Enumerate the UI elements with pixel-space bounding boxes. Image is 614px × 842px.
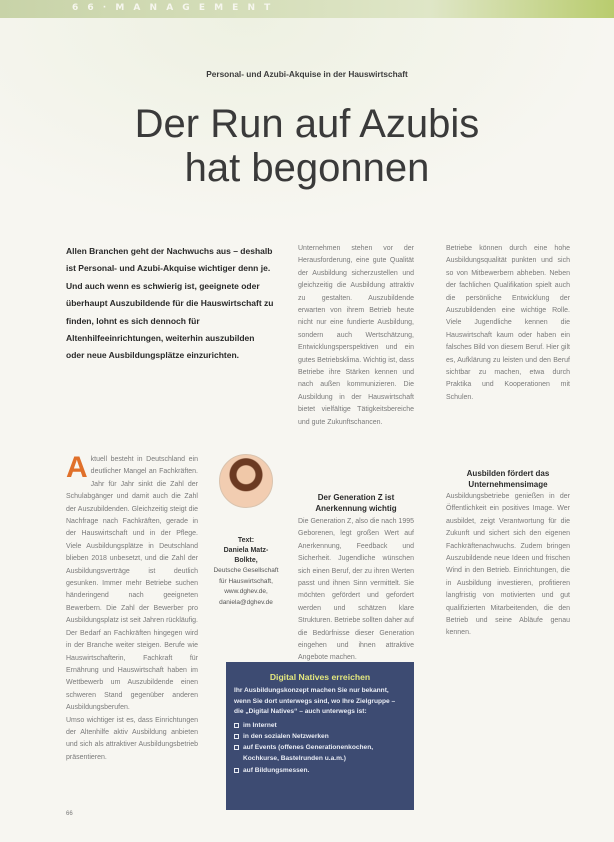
article-lead bbox=[66, 243, 274, 365]
article-headline bbox=[0, 102, 614, 190]
body-text-3: Betriebe können durch eine hohe Ausbildungsqualität punkten und sich so von Mitbewerbern abheben. Neben der fachlichen Qualifikation spielt auch die persönliche Entwicklung der Auszubildenden eine wichtige Rolle. Viele Jugendliche kennen die Hauswirtschaft kaum oder haben ein falsches Bild von diesem Beruf. Hier gilt es, Aufklärung zu leisten und den Beruf sichtbar zu machen, etwa durch Praktika und Kooperationen mit Schulen. bbox=[446, 245, 570, 401]
info-box-digital-natives bbox=[226, 662, 414, 810]
body-column-3b bbox=[446, 491, 570, 640]
info-box-title: Digital Natives erreichen bbox=[269, 672, 371, 682]
author-email[interactable]: daniela@dghev.de bbox=[219, 598, 273, 606]
body-column-2b bbox=[298, 516, 414, 665]
body-column-2 bbox=[298, 243, 414, 429]
body-text-3b: Ausbildungsbetriebe genießen in der Öffentlichkeit ein positives Image. Wer ausbildet, zeigt Verantwortung für die Zukunft und sichert sich den eigenen Fachkräftenachwuchs. Zudem bringen Auszubildende neue Ideen und frischen Wind in den Betrieb. Einrichtungen, die in Ausbildung investieren, profitieren langfristig von motivierten und gut qualifizierten Mitarbeitenden, die den Betrieb und seine Abläufe genau kennen. bbox=[446, 493, 570, 637]
headline-line-2: hat begonnen bbox=[184, 146, 430, 190]
subheading-generation-z: Der Generation Z ist Anerkennung wichtig bbox=[315, 493, 397, 513]
body-text-2: Unternehmen stehen vor der Herausforderung, eine gute Qualität der Ausbildung sicherzustellen und gleichzeitig die Ausbildung attraktiv zu gestalten. Auszubildende erwarten von ihrem Betrieb heute nicht nur eine fundierte Ausbildung, sondern auch Wertschätzung, Entwicklungsperspektiven und ein gutes Betriebsklima. Wichtig ist, dass Betriebe ihre Stärken kennen und nach außen kommunizieren. Die Ausbildung in der Hauswirtschaft bietet vielfältige Tätigkeitsbereiche und gute Zukunftschancen. bbox=[298, 245, 414, 426]
author-box bbox=[212, 454, 280, 608]
body-text-1b: Umso wichtiger ist es, dass Einrichtungen der Altenhilfe aktiv Ausbildung anbieten und sich als attraktiver Ausbildungsbetrieb präsentieren. bbox=[66, 716, 198, 761]
list-item: auf Bildungsmessen. bbox=[234, 765, 406, 776]
section-label: 6 6 · M A N A G E M E N T bbox=[72, 3, 274, 13]
author-name: Daniela Matz-Bolkte, bbox=[223, 547, 269, 564]
author-org: Deutsche Gesellschaft für Hauswirtschaft, bbox=[213, 567, 279, 585]
body-column-1 bbox=[66, 451, 198, 764]
article-kicker: Personal- und Azubi-Akquise in der Hauswirtschaft bbox=[206, 69, 408, 79]
body-text-2b: Die Generation Z, also die nach 1995 Geborenen, legt großen Wert auf Anerkennung, Feedback und Sicherheit. Jugendliche wünschen sich einen Beruf, der zu ihren Werten passt und ihnen Sinn vermittelt. Sie möchten gefördert und gefordert werden und schätzen klare Strukturen. Betriebe sollten daher auf die Bedürfnisse dieser Generation eingehen und ihnen attraktive Angebote machen. bbox=[298, 518, 414, 662]
subheading-unternehmensimage: Ausbilden fördert das Unternehmensimage bbox=[466, 469, 550, 489]
lead-text: Allen Branchen geht der Nachwuchs aus – deshalb ist Personal- und Azubi-Akquise wichtiger denn je. Und auch wenn es schwierig ist, geeignete oder überhaupt Auszubildende für die Hauswirtschaft zu finden, lohnt es sich dennoch für Altenhilfeeinrichtungen, weiterhin auszubilden oder neue Ausbildungsplätze einzurichten. bbox=[66, 246, 274, 361]
headline-line-1: Der Run auf Azubis bbox=[134, 102, 480, 146]
info-box-list bbox=[226, 720, 414, 776]
body-text-1: ktuell besteht in Deutschland ein deutlicher Mangel an Fachkräften. Jahr für Jahr sinkt die Zahl der Schulabgänger und damit auch die Zahl der Auszubildenden. Gleichzeitig steigt die Nachfrage nach Fachkräften, gerade in der Hauswirtschaft und in der Pflege. Viele Ausbildungsplätze in Deutschland blieben 2018 unbesetzt, und die Zahl der Ausbildungsverträge ist deutlich gesunken. Immer mehr Betriebe suchen händeringend nach geeigneten Bewerbern. Die Zahl der Bewerber pro Ausbildungsplatz ist seit Jahren rückläufig. Der Bedarf an Fachkräften hingegen wird in der Branche weiter steigen. Berufe wie Hauswirtschafterin, Fachkraft für Ernährung und Hauswirtschaft haben im Wettbewerb um Auszubildende einen schweren Stand gegenüber anderen Ausbildungsberufen. bbox=[66, 456, 198, 712]
author-label: Text: bbox=[237, 537, 255, 544]
page-number: 66 bbox=[66, 811, 73, 817]
list-item: in den sozialen Netzwerken bbox=[234, 731, 406, 742]
list-item: im Internet bbox=[234, 720, 406, 731]
section-header-band bbox=[0, 0, 614, 18]
list-item: auf Events (offenes Generationenkochen, Kochkurse, Bastelrunden u.a.m.) bbox=[234, 742, 406, 764]
author-website[interactable]: www.dghev.de, bbox=[224, 588, 268, 596]
body-column-3 bbox=[446, 243, 570, 404]
drop-cap: A bbox=[66, 451, 88, 484]
author-avatar bbox=[219, 454, 273, 508]
info-box-intro: Ihr Ausbildungskonzept machen Sie nur bekannt, wenn Sie dort unterwegs sind, wo Ihre Zielgruppe – die „Digital Natives“ – auch unterwegs ist: bbox=[234, 687, 396, 716]
